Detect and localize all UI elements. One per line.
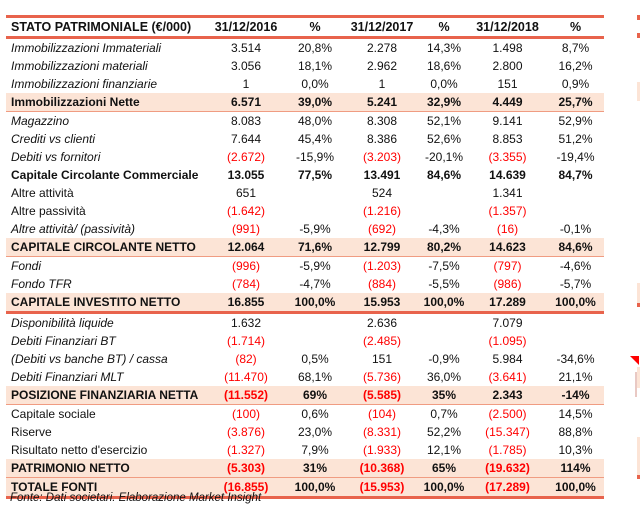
cell-percent: 20,8%: [297, 41, 333, 55]
cell-value: (15.953): [344, 478, 420, 498]
row-label: Immobilizzazioni materiali: [11, 59, 148, 73]
table-row: [6, 405, 604, 424]
table-row: [6, 238, 604, 257]
red-arrow-icon: [630, 356, 639, 365]
cell-value: (2.500): [488, 407, 527, 421]
cell-value: 12.064: [206, 238, 286, 257]
cell-percent: 100,0%: [547, 293, 604, 313]
cell-value: (1.327): [226, 443, 266, 457]
cell-percent: 23,0%: [297, 425, 333, 439]
cell-percent: [286, 313, 344, 333]
table-row: [6, 130, 604, 148]
cell-percent: [547, 202, 604, 220]
cell-percent: 52,6%: [426, 132, 462, 146]
cell-percent: 69%: [286, 386, 344, 405]
cell-percent: [547, 184, 604, 202]
cell-value: (1.933): [362, 443, 402, 457]
cell-percent: 0,0%: [430, 77, 458, 91]
cell-value: 524: [371, 186, 393, 200]
cell-value: 13.055: [227, 168, 265, 182]
cell-value: 13.491: [363, 168, 401, 182]
row-label: Debiti Finanziari MLT: [11, 370, 124, 384]
cell-percent: 39,0%: [286, 93, 344, 112]
table-row: [6, 368, 604, 386]
row-label: Magazzino: [11, 114, 70, 128]
cell-percent: -19,4%: [556, 150, 595, 164]
table-row: [6, 423, 604, 441]
col-header-2016: 31/12/2016: [206, 17, 286, 38]
cell-percent: 31%: [286, 459, 344, 478]
row-label: Altre attività/ (passività): [11, 222, 136, 236]
cell-percent: -5,9%: [299, 259, 331, 273]
cell-percent: 71,6%: [286, 238, 344, 257]
cell-percent: 14,3%: [426, 41, 462, 55]
cell-value: (104): [367, 407, 396, 421]
cell-percent: 77,5%: [297, 168, 333, 182]
row-label: Capitale Circolante Commerciale: [11, 168, 199, 182]
cell-percent: 25,7%: [547, 93, 604, 112]
cell-percent: [420, 184, 468, 202]
col-header-2018: 31/12/2018: [468, 17, 547, 38]
table-row: [6, 293, 604, 313]
table-row: [6, 148, 604, 166]
row-label: CAPITALE CIRCOLANTE NETTO: [6, 238, 206, 257]
cell-percent: 68,1%: [297, 370, 333, 384]
cell-value: (17.289): [468, 478, 547, 498]
cell-value: (1.216): [362, 204, 402, 218]
cell-value: 7.079: [492, 316, 523, 330]
table-row: [6, 441, 604, 459]
cell-value: 1: [242, 77, 250, 91]
cell-value: 16.855: [206, 293, 286, 313]
cell-value: (3.641): [488, 370, 527, 384]
cell-value: (5.736): [362, 370, 402, 384]
cell-value: 2.278: [366, 41, 398, 55]
cell-percent: -15,9%: [295, 150, 335, 164]
cell-value: 12.799: [344, 238, 420, 257]
col-header-2017: 31/12/2017: [344, 17, 420, 38]
row-label: Capitale sociale: [11, 407, 96, 421]
cell-value: 8.853: [492, 132, 523, 146]
cell-percent: [420, 332, 468, 350]
cell-percent: 52,2%: [426, 425, 462, 439]
cell-percent: 18,6%: [426, 59, 462, 73]
cell-percent: 48,0%: [297, 114, 333, 128]
cell-percent: -20,1%: [424, 150, 464, 164]
table-row: [6, 275, 604, 293]
table-row: [6, 202, 604, 220]
table-row: [6, 350, 604, 368]
cell-percent: 45,4%: [297, 132, 333, 146]
cell-percent: 0,0%: [301, 77, 329, 91]
cell-percent: 0,9%: [561, 77, 590, 91]
cell-percent: 100,0%: [286, 478, 344, 498]
row-label: Immobilizzazioni finanziarie: [11, 77, 158, 91]
cell-value: 1: [378, 77, 386, 91]
cell-value: 2.800: [492, 59, 523, 73]
cell-percent: 35%: [420, 386, 468, 405]
cell-percent: -14%: [547, 386, 604, 405]
cell-value: (1.095): [488, 334, 527, 348]
cell-value: 5.984: [492, 352, 523, 366]
cell-value: (82): [235, 352, 257, 366]
cell-value: 3.514: [230, 41, 262, 55]
row-label: Riserve: [11, 425, 52, 439]
cell-percent: -5,5%: [428, 277, 460, 291]
cell-percent: 114%: [547, 459, 604, 478]
cell-value: (3.203): [362, 150, 402, 164]
cell-percent: -4,7%: [299, 277, 331, 291]
cell-percent: 12,1%: [426, 443, 462, 457]
cell-percent: [286, 332, 344, 350]
cell-value: (1.714): [226, 334, 266, 348]
cell-value: 17.289: [468, 293, 547, 313]
row-label: Altre passività: [11, 204, 86, 218]
cell-percent: 0,6%: [301, 407, 329, 421]
cell-value: 8.083: [230, 114, 262, 128]
cell-percent: 14,5%: [558, 407, 593, 421]
cell-value: 651: [235, 186, 257, 200]
cell-value: 15.953: [344, 293, 420, 313]
cell-percent: 80,2%: [420, 238, 468, 257]
cell-percent: [420, 313, 468, 333]
cell-percent: 10,3%: [558, 443, 593, 457]
row-label: CAPITALE INVESTITO NETTO: [6, 293, 206, 313]
cell-percent: 52,1%: [426, 114, 462, 128]
cell-value: 8.308: [366, 114, 398, 128]
cell-percent: 84,6%: [426, 168, 462, 182]
col-header-pct-2018: %: [547, 17, 604, 38]
cell-percent: 52,9%: [558, 114, 593, 128]
cell-value: (15.347): [485, 425, 530, 439]
cell-percent: [547, 332, 604, 350]
cell-value: (5.585): [344, 386, 420, 405]
cell-percent: 65%: [420, 459, 468, 478]
cell-percent: 100,0%: [420, 478, 468, 498]
row-label: Immobilizzazioni Nette: [6, 93, 206, 112]
table-row: [6, 93, 604, 112]
row-label: Fondi: [11, 259, 42, 273]
cell-value: 6.571: [206, 93, 286, 112]
table-row: [6, 112, 604, 131]
cell-value: (1.203): [362, 259, 402, 273]
cell-value: 9.141: [492, 114, 523, 128]
cell-value: (3.876): [226, 425, 266, 439]
cell-value: 2.962: [366, 59, 398, 73]
cell-percent: 0,5%: [301, 352, 329, 366]
table-row: [6, 332, 604, 350]
cell-value: (996): [231, 259, 260, 273]
cell-percent: -34,6%: [556, 352, 595, 366]
cell-value: 4.449: [468, 93, 547, 112]
cell-value: (2.485): [362, 334, 402, 348]
cell-value: (884): [367, 277, 396, 291]
balance-sheet-table: [6, 15, 604, 499]
cell-percent: 16,2%: [558, 59, 593, 73]
cell-value: 151: [371, 352, 393, 366]
table-row: [6, 386, 604, 405]
cell-percent: [286, 202, 344, 220]
table-row: [6, 257, 604, 276]
cell-value: 3.056: [230, 59, 262, 73]
header-row: [6, 17, 604, 38]
row-label: Disponibilità liquide: [11, 316, 114, 330]
cell-value: 5.241: [344, 93, 420, 112]
cell-value: (3.355): [488, 150, 527, 164]
row-label: Debiti Finanziari BT: [11, 334, 116, 348]
cell-percent: 0,7%: [430, 407, 458, 421]
col-header-pct-2017: %: [420, 17, 468, 38]
cell-percent: 32,9%: [420, 93, 468, 112]
row-label: POSIZIONE FINANZIARIA NETTA: [6, 386, 206, 405]
table-row: [6, 38, 604, 58]
table-row: [6, 220, 604, 238]
cell-value: 14.623: [468, 238, 547, 257]
row-label: Fondo TFR: [11, 277, 72, 291]
cell-value: (100): [231, 407, 260, 421]
cell-value: (11.552): [206, 386, 286, 405]
row-label: Debiti vs fornitori: [11, 150, 101, 164]
cell-value: 14.639: [489, 168, 526, 182]
table-row: [6, 459, 604, 478]
cell-value: (784): [231, 277, 260, 291]
cell-value: (8.331): [362, 425, 402, 439]
cell-value: 1.341: [492, 186, 523, 200]
cell-percent: 18,1%: [297, 59, 333, 73]
cell-percent: 84,7%: [558, 168, 593, 182]
cell-value: (1.357): [488, 204, 527, 218]
cell-value: (19.632): [468, 459, 547, 478]
cell-percent: 51,2%: [558, 132, 593, 146]
arrow-tail-line: [635, 372, 637, 397]
cell-percent: 21,1%: [558, 370, 593, 384]
cell-percent: 7,9%: [301, 443, 329, 457]
row-label: PATRIMONIO NETTO: [6, 459, 206, 478]
table-row: [6, 166, 604, 184]
cell-percent: [420, 202, 468, 220]
table-title: STATO PATRIMONIALE (€/000): [6, 17, 206, 38]
cell-percent: -5,7%: [559, 277, 592, 291]
cell-value: 7.644: [230, 132, 262, 146]
cell-value: 1.632: [230, 316, 262, 330]
row-label: (Debiti vs banche BT) / cassa: [11, 352, 168, 366]
cell-value: (11.470): [224, 370, 268, 384]
cell-percent: -7,5%: [428, 259, 460, 273]
cell-percent: 100,0%: [286, 293, 344, 313]
cell-percent: 88,8%: [558, 425, 593, 439]
cell-percent: -0,9%: [428, 352, 460, 366]
cell-value: 8.386: [366, 132, 398, 146]
cell-value: 151: [497, 77, 518, 91]
row-label: Immobilizzazioni Immateriali: [11, 41, 162, 55]
cell-value: (2.672): [226, 150, 266, 164]
table-row: [6, 57, 604, 75]
table-row: [6, 75, 604, 93]
cell-percent: -4,6%: [559, 259, 592, 273]
source-note: Fonte: Dati societari. Elaborazione Market Insight: [10, 492, 262, 504]
cell-percent: -0,1%: [559, 222, 592, 236]
cell-value: (797): [493, 259, 522, 273]
cell-value: (692): [367, 222, 396, 236]
cell-value: (5.303): [206, 459, 286, 478]
cell-percent: [547, 313, 604, 333]
cell-value: (16): [496, 222, 519, 236]
row-label: Risultato netto d'esercizio: [11, 443, 148, 457]
cell-percent: 84,6%: [547, 238, 604, 257]
cell-value: (1.785): [488, 443, 527, 457]
cell-value: (16.855): [206, 478, 286, 498]
col-header-pct-2016: %: [286, 17, 344, 38]
cell-percent: [286, 184, 344, 202]
table-row: [6, 313, 604, 333]
cell-percent: 100,0%: [420, 293, 468, 313]
cell-value: 2.343: [468, 386, 547, 405]
cell-percent: 36,0%: [426, 370, 462, 384]
cell-value: (1.642): [226, 204, 266, 218]
cell-value: 1.498: [492, 41, 523, 55]
cell-value: (991): [231, 222, 260, 236]
row-label: TOTALE FONTI: [6, 478, 206, 498]
table-row: [6, 184, 604, 202]
cell-percent: -5,9%: [299, 222, 331, 236]
cell-value: 2.636: [366, 316, 398, 330]
cell-percent: 100,0%: [547, 478, 604, 498]
cell-value: (10.368): [344, 459, 420, 478]
row-label: Altre attività: [11, 186, 74, 200]
cell-value: (986): [493, 277, 522, 291]
row-label: Crediti vs clienti: [11, 132, 96, 146]
cell-percent: -4,3%: [428, 222, 460, 236]
cell-percent: 8,7%: [561, 41, 590, 55]
